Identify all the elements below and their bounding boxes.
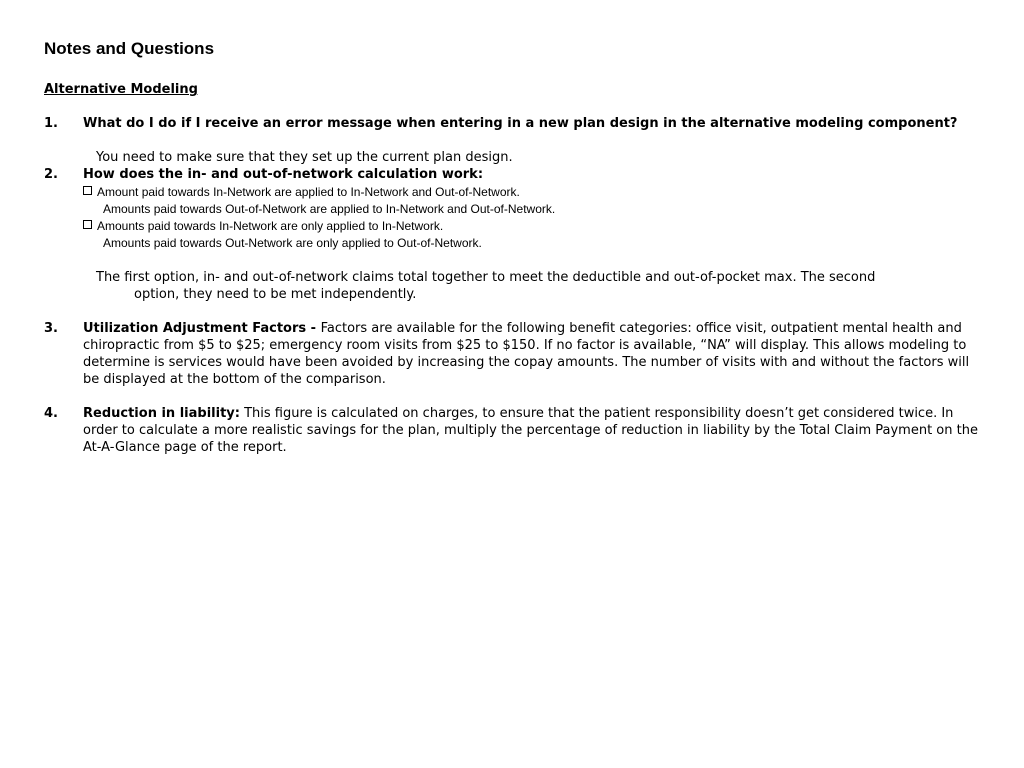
option-1-line-2: Amounts paid towards Out-of-Network are applied to In-Network and Out-of-Network. <box>103 202 556 216</box>
checkbox-square-icon <box>83 186 92 195</box>
item-2-explanation-line-1: The first option, in- and out-of-network claims total together to meet the deductible and out-of-pocket max. The second <box>96 270 876 285</box>
option-1-line-1-text: Amount paid towards In-Network are applied to In-Network and Out-of-Network. <box>97 185 520 199</box>
item-3-number: 3. <box>44 321 58 336</box>
item-4-text: This figure is calculated on charges, to ensure that the patient responsibility doesn’t get considered twice. In order to calculate a more realistic savings for the plan, multiply the percentage of reduction in liability by the Total Claim Payment on the At-A-Glance page of the report. <box>83 406 978 455</box>
item-4-paragraph <box>83 405 983 456</box>
item-3-heading: Utilization Adjustment Factors - <box>83 321 321 336</box>
option-2-line-1 <box>83 218 443 234</box>
option-2-line-1-text: Amounts paid towards In-Network are only applied to In-Network. <box>97 219 444 233</box>
item-1-question: What do I do if I receive an error message when entering in a new plan design in the alternative modeling component? <box>83 116 958 131</box>
item-1-answer: You need to make sure that they set up the current plan design. <box>96 150 513 165</box>
item-1-number: 1. <box>44 116 58 131</box>
item-2-explanation-line-2: option, they need to be met independently. <box>134 287 417 302</box>
item-2-explanation <box>96 269 976 303</box>
item-3-text: Factors are available for the following benefit categories: office visit, outpatient mental health and chiropractic from $5 to $25; emergency room visits from $25 to $150. If no factor is available, “NA” will display. This allows modeling to determine is services would have been avoided by increasing the copay amounts. The number of visits with and without the factors will be displayed at the bottom of the comparison. <box>83 321 970 387</box>
item-2-number: 2. <box>44 167 58 182</box>
section-heading: Alternative Modeling <box>44 82 198 97</box>
page-title: Notes and Questions <box>44 39 215 58</box>
item-4-number: 4. <box>44 406 58 421</box>
option-1-line-1 <box>83 184 520 200</box>
checkbox-square-icon <box>83 220 92 229</box>
option-2-line-2: Amounts paid towards Out-Network are only applied to Out-of-Network. <box>103 236 482 250</box>
item-2-question: How does the in- and out-of-network calculation work: <box>83 167 484 182</box>
item-4-heading: Reduction in liability: <box>83 406 240 421</box>
item-3-paragraph <box>83 320 983 388</box>
